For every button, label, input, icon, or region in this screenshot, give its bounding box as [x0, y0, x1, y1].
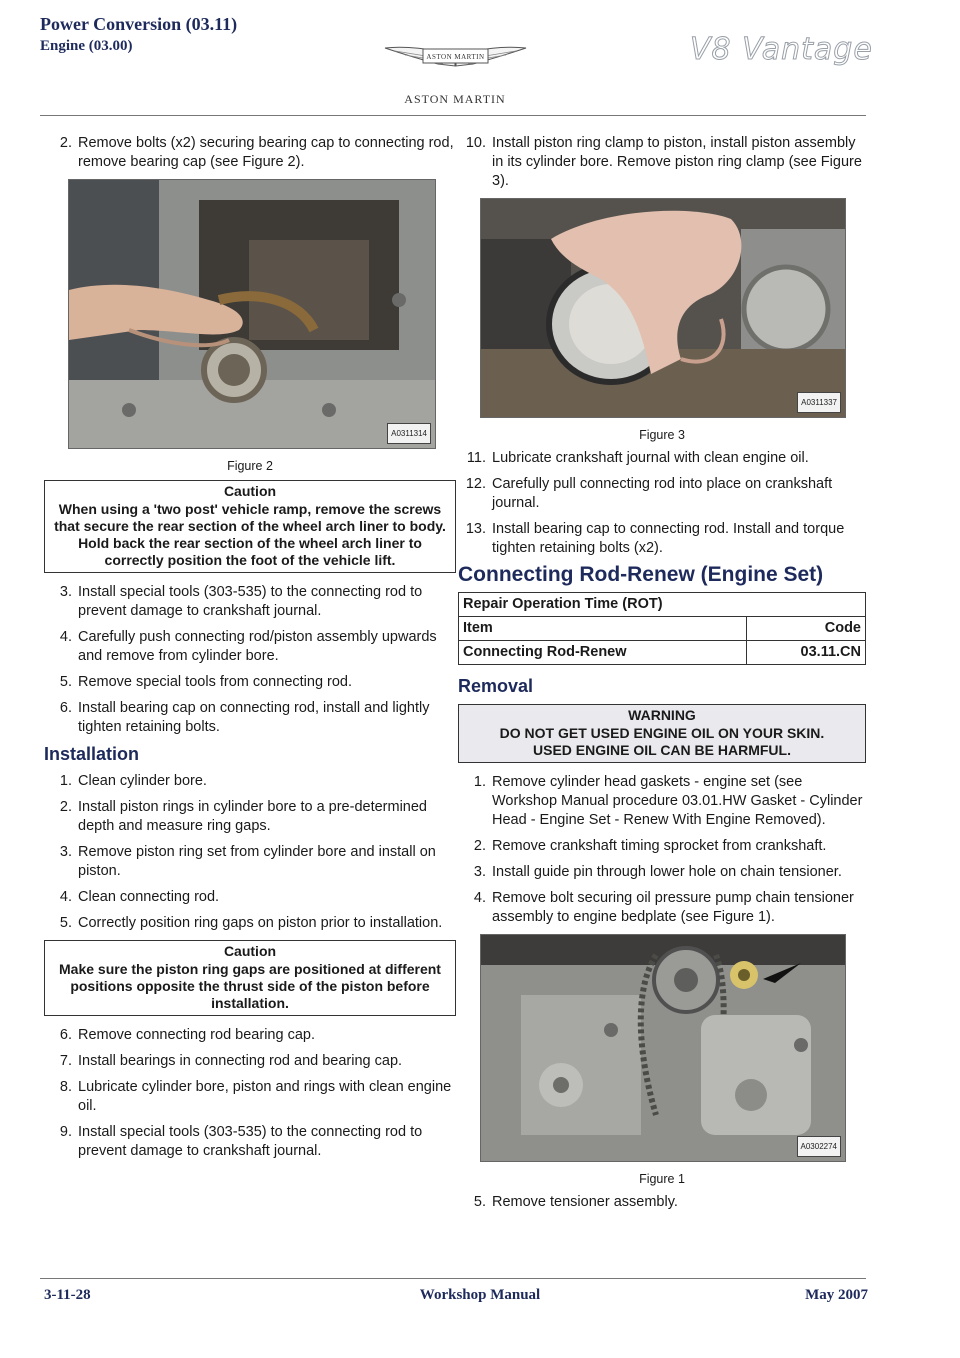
figure-3-image	[480, 198, 846, 418]
step-text: Clean connecting rod.	[78, 889, 220, 905]
figure-3-photo	[481, 199, 845, 417]
step-item	[44, 798, 456, 836]
step-text: Clean cylinder bore.	[78, 773, 207, 789]
step-text: Remove connecting rod bearing cap.	[78, 1027, 315, 1043]
logo-text: ASTON MARTIN	[426, 53, 485, 61]
step-text: Remove bolts (x2) securing bearing cap to connecting rod, remove bearing cap (see Figure 2).	[78, 135, 454, 170]
figure-1-caption: Figure 1	[639, 1172, 685, 1186]
left-column	[44, 134, 456, 1168]
caution-title: Caution	[223, 943, 277, 959]
figure-id: A0311314	[387, 423, 431, 444]
step-text: Remove special tools from connecting rod.	[78, 674, 353, 690]
step-number: 1.	[473, 774, 486, 790]
header-brand: ASTON MARTIN	[404, 92, 506, 106]
figure-id: A0311337	[797, 392, 841, 413]
step-number: 4.	[59, 889, 72, 905]
rot-row-code: 03.11.CN	[747, 641, 866, 665]
rot-row-item: Connecting Rod-Renew	[459, 641, 747, 665]
step-text: Install piston rings in cylinder bore to a pre-determined depth and measure ring gaps.	[78, 799, 427, 834]
step-text: Remove bolt securing oil pressure pump chain tensioner assembly to engine bedplate (see Figure 1).	[492, 890, 854, 925]
warning-title: WARNING	[628, 707, 696, 723]
step-item	[458, 475, 866, 513]
step-text: Install piston ring clamp to piston, install piston assembly in its cylinder bore. Remove piston ring clamp (see Figure 3).	[492, 135, 862, 189]
step-number: 6.	[59, 700, 72, 716]
step-number: 8.	[59, 1079, 72, 1095]
table-row	[459, 617, 866, 641]
figure-id: A0302274	[797, 1136, 841, 1157]
step-item	[44, 1026, 456, 1045]
step-item	[44, 1052, 456, 1071]
table-row	[459, 593, 866, 617]
step-item	[44, 1123, 456, 1161]
step-text: Install bearing cap on connecting rod, install and lightly tighten retaining bolts.	[78, 700, 430, 735]
rot-col-item: Item	[459, 617, 747, 641]
step-item	[458, 837, 866, 856]
warning-line-1: DO NOT GET USED ENGINE OIL ON YOUR SKIN.	[499, 725, 825, 741]
step-number: 6.	[59, 1027, 72, 1043]
step-item	[44, 583, 456, 621]
step-number: 5.	[473, 1194, 486, 1210]
step-text: Lubricate cylinder bore, piston and rings with clean engine oil.	[78, 1079, 452, 1114]
step-text: Install bearing cap to connecting rod. Install and torque tighten retaining bolts (x2).	[492, 521, 845, 556]
step-text: Remove cylinder head gaskets - engine set (see Workshop Manual procedure 03.01.HW Gasket - Cylinder Head - Engine Set - Renew With Engine Removed).	[492, 774, 863, 828]
step-text: Carefully pull connecting rod into place on crankshaft journal.	[492, 476, 833, 511]
step-number: 1.	[59, 773, 72, 789]
step-item	[44, 673, 456, 692]
step-text: Install bearings in connecting rod and bearing cap.	[78, 1053, 403, 1069]
figure-2-caption: Figure 2	[227, 459, 273, 473]
step-number: 2.	[59, 799, 72, 815]
step-number: 13.	[465, 521, 486, 537]
warning-line-2: USED ENGINE OIL CAN BE HARMFUL.	[533, 742, 791, 758]
step-item	[458, 773, 866, 830]
step-item	[44, 843, 456, 881]
step-number: 3.	[59, 584, 72, 600]
step-item	[458, 134, 866, 191]
figure-3-caption: Figure 3	[639, 428, 685, 442]
step-text: Install guide pin through lower hole on chain tensioner.	[492, 864, 842, 880]
header-title: Power Conversion (03.11)	[40, 14, 238, 34]
step-number: 7.	[59, 1053, 72, 1069]
step-item	[458, 520, 866, 558]
step-number: 5.	[59, 674, 72, 690]
step-item	[44, 134, 456, 172]
step-text: Remove crankshaft timing sprocket from crankshaft.	[492, 838, 827, 854]
footer-divider	[40, 1278, 866, 1279]
step-number: 4.	[473, 890, 486, 906]
step-item	[44, 888, 456, 907]
warning-box	[458, 704, 866, 763]
footer-page-number: 3-11-28	[44, 1287, 91, 1303]
step-number: 12.	[465, 476, 486, 492]
table-row	[459, 641, 866, 665]
footer-manual: Workshop Manual	[419, 1287, 541, 1303]
rot-title: Repair Operation Time (ROT)	[459, 593, 866, 617]
figure-1-image	[480, 934, 846, 1162]
header-subtitle: Engine (03.00)	[40, 38, 133, 54]
step-number: 4.	[59, 629, 72, 645]
footer-date: May 2007	[805, 1287, 868, 1303]
step-text: Carefully push connecting rod/piston assembly upwards and remove from cylinder bore.	[78, 629, 437, 664]
removal-heading: Removal	[458, 676, 534, 696]
step-number: 10.	[465, 135, 486, 151]
step-item	[458, 863, 866, 882]
step-item	[44, 699, 456, 737]
figure-2-photo	[69, 180, 435, 448]
step-number: 3.	[59, 844, 72, 860]
step-number: 3.	[473, 864, 486, 880]
step-text: Remove piston ring set from cylinder bore and install on piston.	[78, 844, 436, 879]
header-model: V8 Vantage	[690, 32, 873, 67]
step-item	[44, 1078, 456, 1116]
caution-title: Caution	[223, 483, 277, 499]
caution-text: Make sure the piston ring gaps are positioned at different positions opposite the thrust side of the piston before installation.	[59, 961, 441, 1011]
step-item	[458, 1193, 866, 1212]
step-item	[44, 914, 456, 933]
step-text: Install special tools (303-535) to the connecting rod to prevent damage to crankshaft journal.	[78, 1124, 423, 1159]
step-item	[458, 449, 866, 468]
caution-text: When using a 'two post' vehicle ramp, remove the screws that secure the rear section of the wheel arch liner to body. Hold back the rear section of the wheel arch liner to correctly position the foot of the vehicle lift.	[54, 501, 446, 568]
aston-martin-wings-logo	[383, 42, 528, 86]
figure-2-image	[68, 179, 436, 449]
step-number: 9.	[59, 1124, 72, 1140]
step-text: Correctly position ring gaps on piston prior to installation.	[78, 915, 443, 931]
step-number: 5.	[59, 915, 72, 931]
step-item	[458, 889, 866, 927]
figure-1-photo	[481, 935, 845, 1161]
caution-box	[44, 480, 456, 573]
step-number: 11.	[466, 450, 486, 466]
section-heading: Connecting Rod-Renew (Engine Set)	[458, 563, 824, 586]
step-number: 2.	[59, 135, 72, 151]
caution-box	[44, 940, 456, 1016]
rot-col-code: Code	[747, 617, 866, 641]
step-item	[44, 772, 456, 791]
header-divider	[40, 115, 866, 116]
step-number: 2.	[473, 838, 486, 854]
step-text: Install special tools (303-535) to the connecting rod to prevent damage to crankshaft journal.	[78, 584, 423, 619]
rot-table	[458, 592, 866, 665]
step-text: Remove tensioner assembly.	[492, 1194, 678, 1210]
step-item	[44, 628, 456, 666]
step-text: Lubricate crankshaft journal with clean engine oil.	[492, 450, 809, 466]
installation-heading: Installation	[44, 744, 140, 764]
right-column	[458, 134, 866, 1219]
